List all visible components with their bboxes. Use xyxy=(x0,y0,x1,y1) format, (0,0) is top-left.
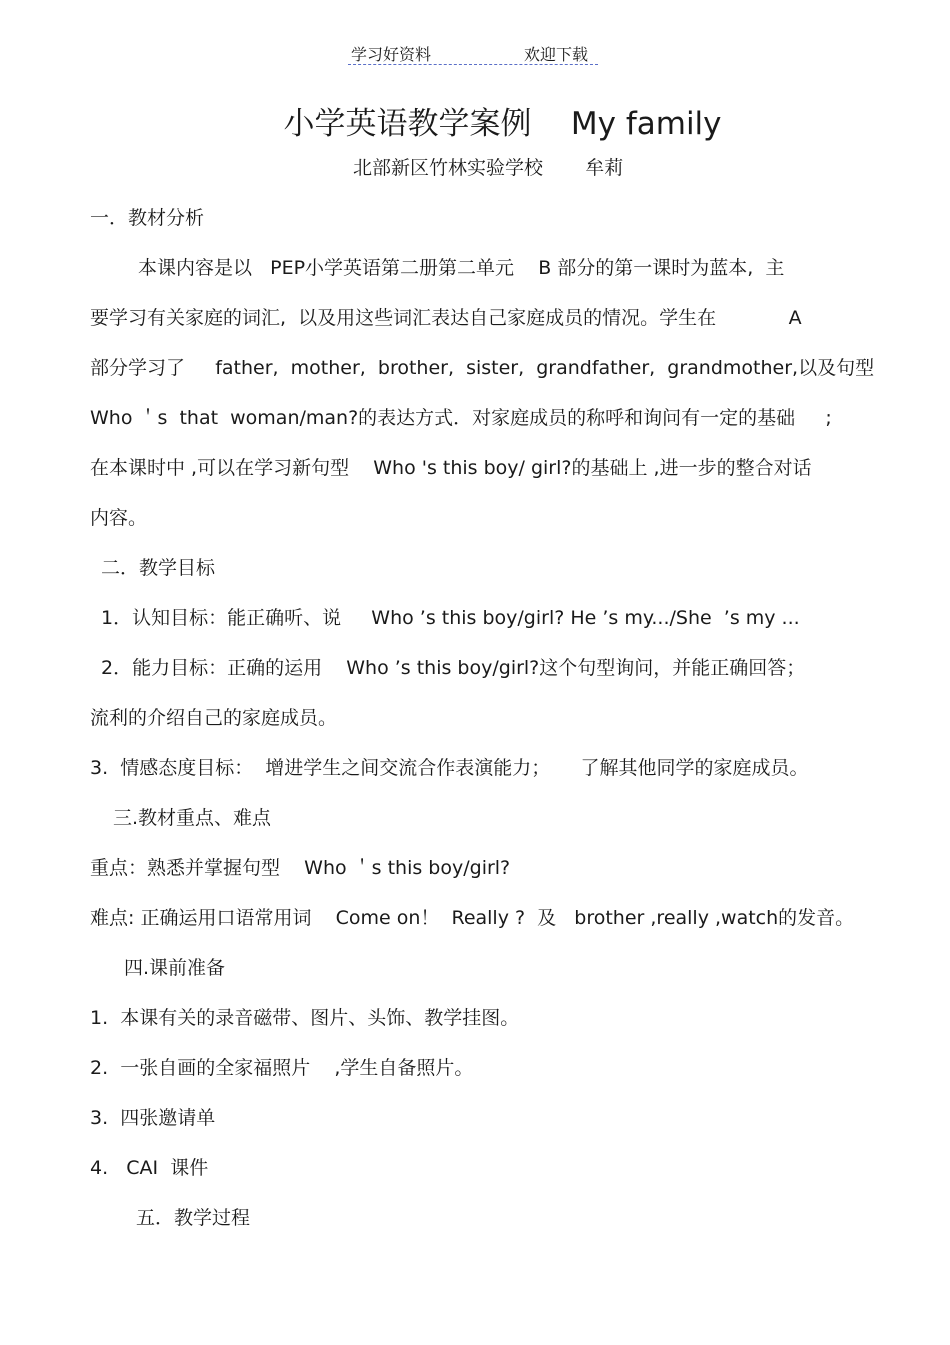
document-title: 小学英语教学案例 My family xyxy=(283,106,722,142)
paragraph-line: 部分学习了 father, mother, brother, sister, grandfather, grandmother,以及句型 xyxy=(90,357,875,379)
author-line: 北部新区竹林实验学校 牟莉 xyxy=(353,157,624,179)
preparation-item: 2. 一张自画的全家福照片 ,学生自备照片。 xyxy=(90,1057,474,1079)
preparation-item: 4. CAI 课件 xyxy=(90,1157,209,1179)
header-right-text: 欢迎下载 xyxy=(524,45,589,64)
key-point-line: 重点：熟悉并掌握句型 Who ＇s this boy/girl? xyxy=(90,857,511,879)
objective-item-continued: 流利的介绍自己的家庭成员。 xyxy=(90,707,338,729)
preparation-item: 1. 本课有关的录音磁带、图片、头饰、教学挂图。 xyxy=(90,1007,520,1029)
section-2-heading: 二．教学目标 xyxy=(101,557,216,579)
section-3-heading: 三.教材重点、难点 xyxy=(113,807,272,829)
paragraph-line: 本课内容是以 PEP小学英语第二册第二单元 B 部分的第一课时为蓝本, 主 xyxy=(138,257,785,279)
section-5-heading: 五．教学过程 xyxy=(136,1207,251,1229)
section-1-heading: 一．教材分析 xyxy=(90,207,205,229)
header-left-text: 学习好资料 xyxy=(351,45,432,64)
paragraph-line: 要学习有关家庭的词汇, 以及用这些词汇表达自己家庭成员的情况。学生在 A xyxy=(90,307,802,329)
objective-item: 1．认知目标：能正确听、说 Who ’s this boy/girl? He ’s my.../She ’s my ... xyxy=(101,607,800,629)
paragraph-line: 内容。 xyxy=(90,507,148,529)
objective-item: 2．能力目标：正确的运用 Who ’s this boy/girl?这个句型询问，并能正确回答； xyxy=(101,657,806,679)
page-header xyxy=(348,42,598,65)
preparation-item: 3. 四张邀请单 xyxy=(90,1107,216,1129)
paragraph-line: 在本课时中 ,可以在学习新句型 Who 's this boy/ girl?的基础上 ,进一步的整合对话 xyxy=(90,457,812,479)
paragraph-line: Who ＇s that woman/man?的表达方式．对家庭成员的称呼和询问有一定的基础 ; xyxy=(90,407,832,429)
difficult-point-line: 难点: 正确运用口语常用词 Come on！ Really ? 及 brother ,really ,watch的发音。 xyxy=(90,907,855,929)
section-4-heading: 四.课前准备 xyxy=(124,957,226,979)
objective-item: 3. 情感态度目标： 增进学生之间交流合作表演能力； 了解其他同学的家庭成员。 xyxy=(90,757,809,779)
